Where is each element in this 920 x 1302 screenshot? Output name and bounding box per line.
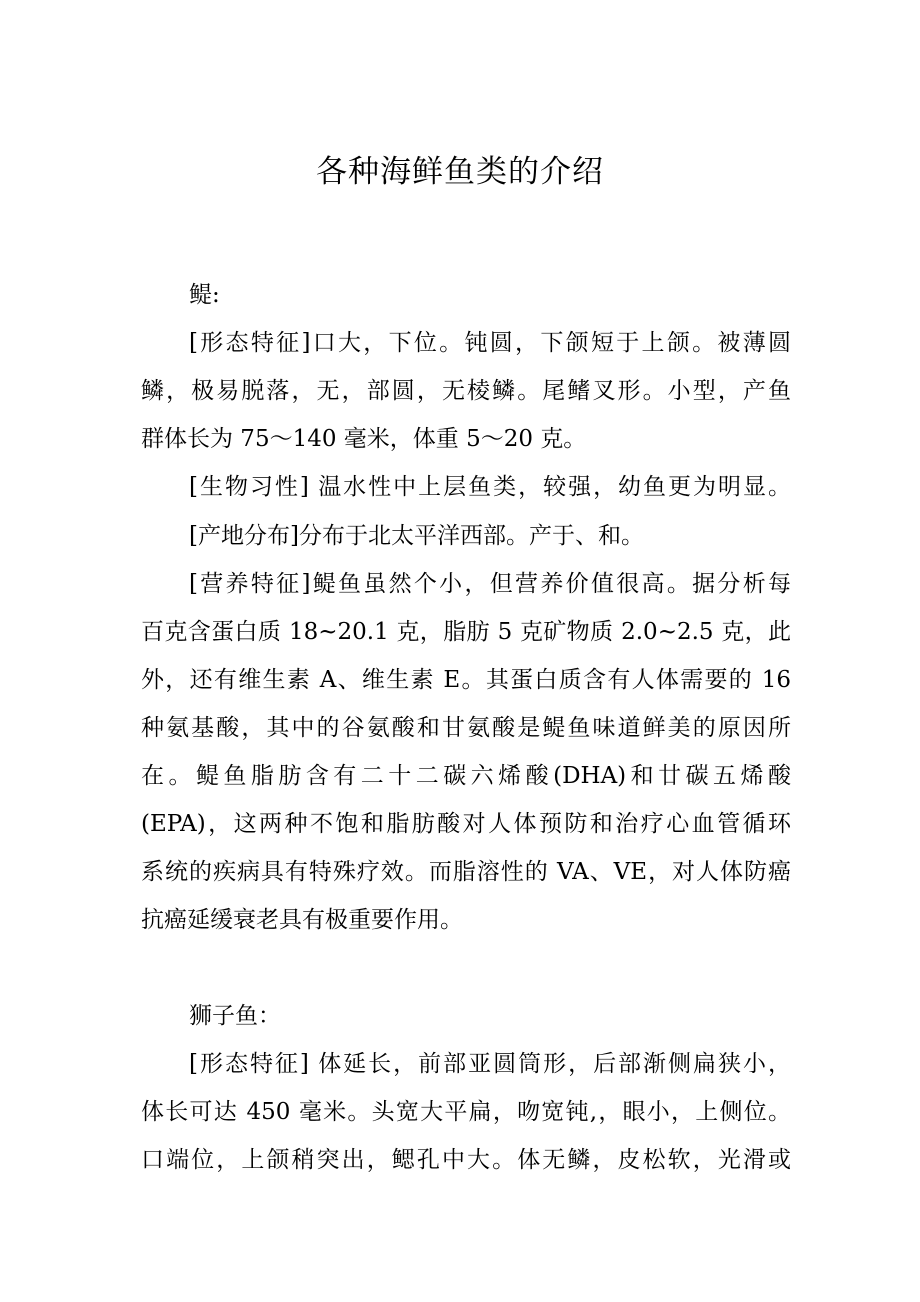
paragraph-line: (EPA)，这两种不饱和脂肪酸对人体预防和治疗心血管循环 <box>141 811 791 837</box>
paragraph-line: 在。鳀鱼脂肪含有二十二碳六烯酸(DHA)和廿碳五烯酸 <box>141 763 791 789</box>
section-heading: 鳀: <box>189 282 220 308</box>
paragraph-line: 群体长为 75～140 毫米，体重 5～20 克。 <box>141 426 587 452</box>
paragraph-line: 抗癌延缓衰老具有极重要作用。 <box>141 907 463 933</box>
paragraph-line: [生物习性] 温水性中上层鱼类，较强，幼鱼更为明显。 <box>189 474 791 500</box>
paragraph-line: [营养特征]鳀鱼虽然个小，但营养价值很高。据分析每 <box>189 571 791 597</box>
paragraph-line: [形态特征] 体延长，前部亚圆筒形，后部渐侧扁狭小， <box>189 1051 791 1077</box>
paragraph-line: 百克含蛋白质 18~20.1 克，脂肪 5 克矿物质 2.0~2.5 克，此 <box>141 619 791 645</box>
paragraph-line: [产地分布]分布于北太平洋西部。产于、和。 <box>189 523 644 549</box>
document-title: 各种海鲜鱼类的介绍 <box>316 154 604 190</box>
paragraph-line: [形态特征]口大，下位。钝圆，下颌短于上颌。被薄圆 <box>189 330 791 356</box>
paragraph-line: 种氨基酸，其中的谷氨酸和甘氨酸是鳀鱼味道鲜美的原因所 <box>141 715 791 741</box>
paragraph-line: 鳞，极易脱落，无，部圆，无棱鳞。尾鳍叉形。小型，产鱼 <box>141 378 791 404</box>
paragraph-line: 外，还有维生素 A、维生素 E。其蛋白质含有人体需要的 16 <box>141 667 791 693</box>
paragraph-line: 系统的疾病具有特殊疗效。而脂溶性的 VA、VE，对人体防癌 <box>141 859 791 885</box>
paragraph-line: 口端位，上颌稍突出，鳃孔中大。体无鳞，皮松软，光滑或 <box>141 1147 791 1173</box>
section-heading: 狮子鱼： <box>189 1003 281 1029</box>
paragraph-line: 体长可达 450 毫米。头宽大平扁，吻宽钝,，眼小，上侧位。 <box>141 1099 791 1125</box>
